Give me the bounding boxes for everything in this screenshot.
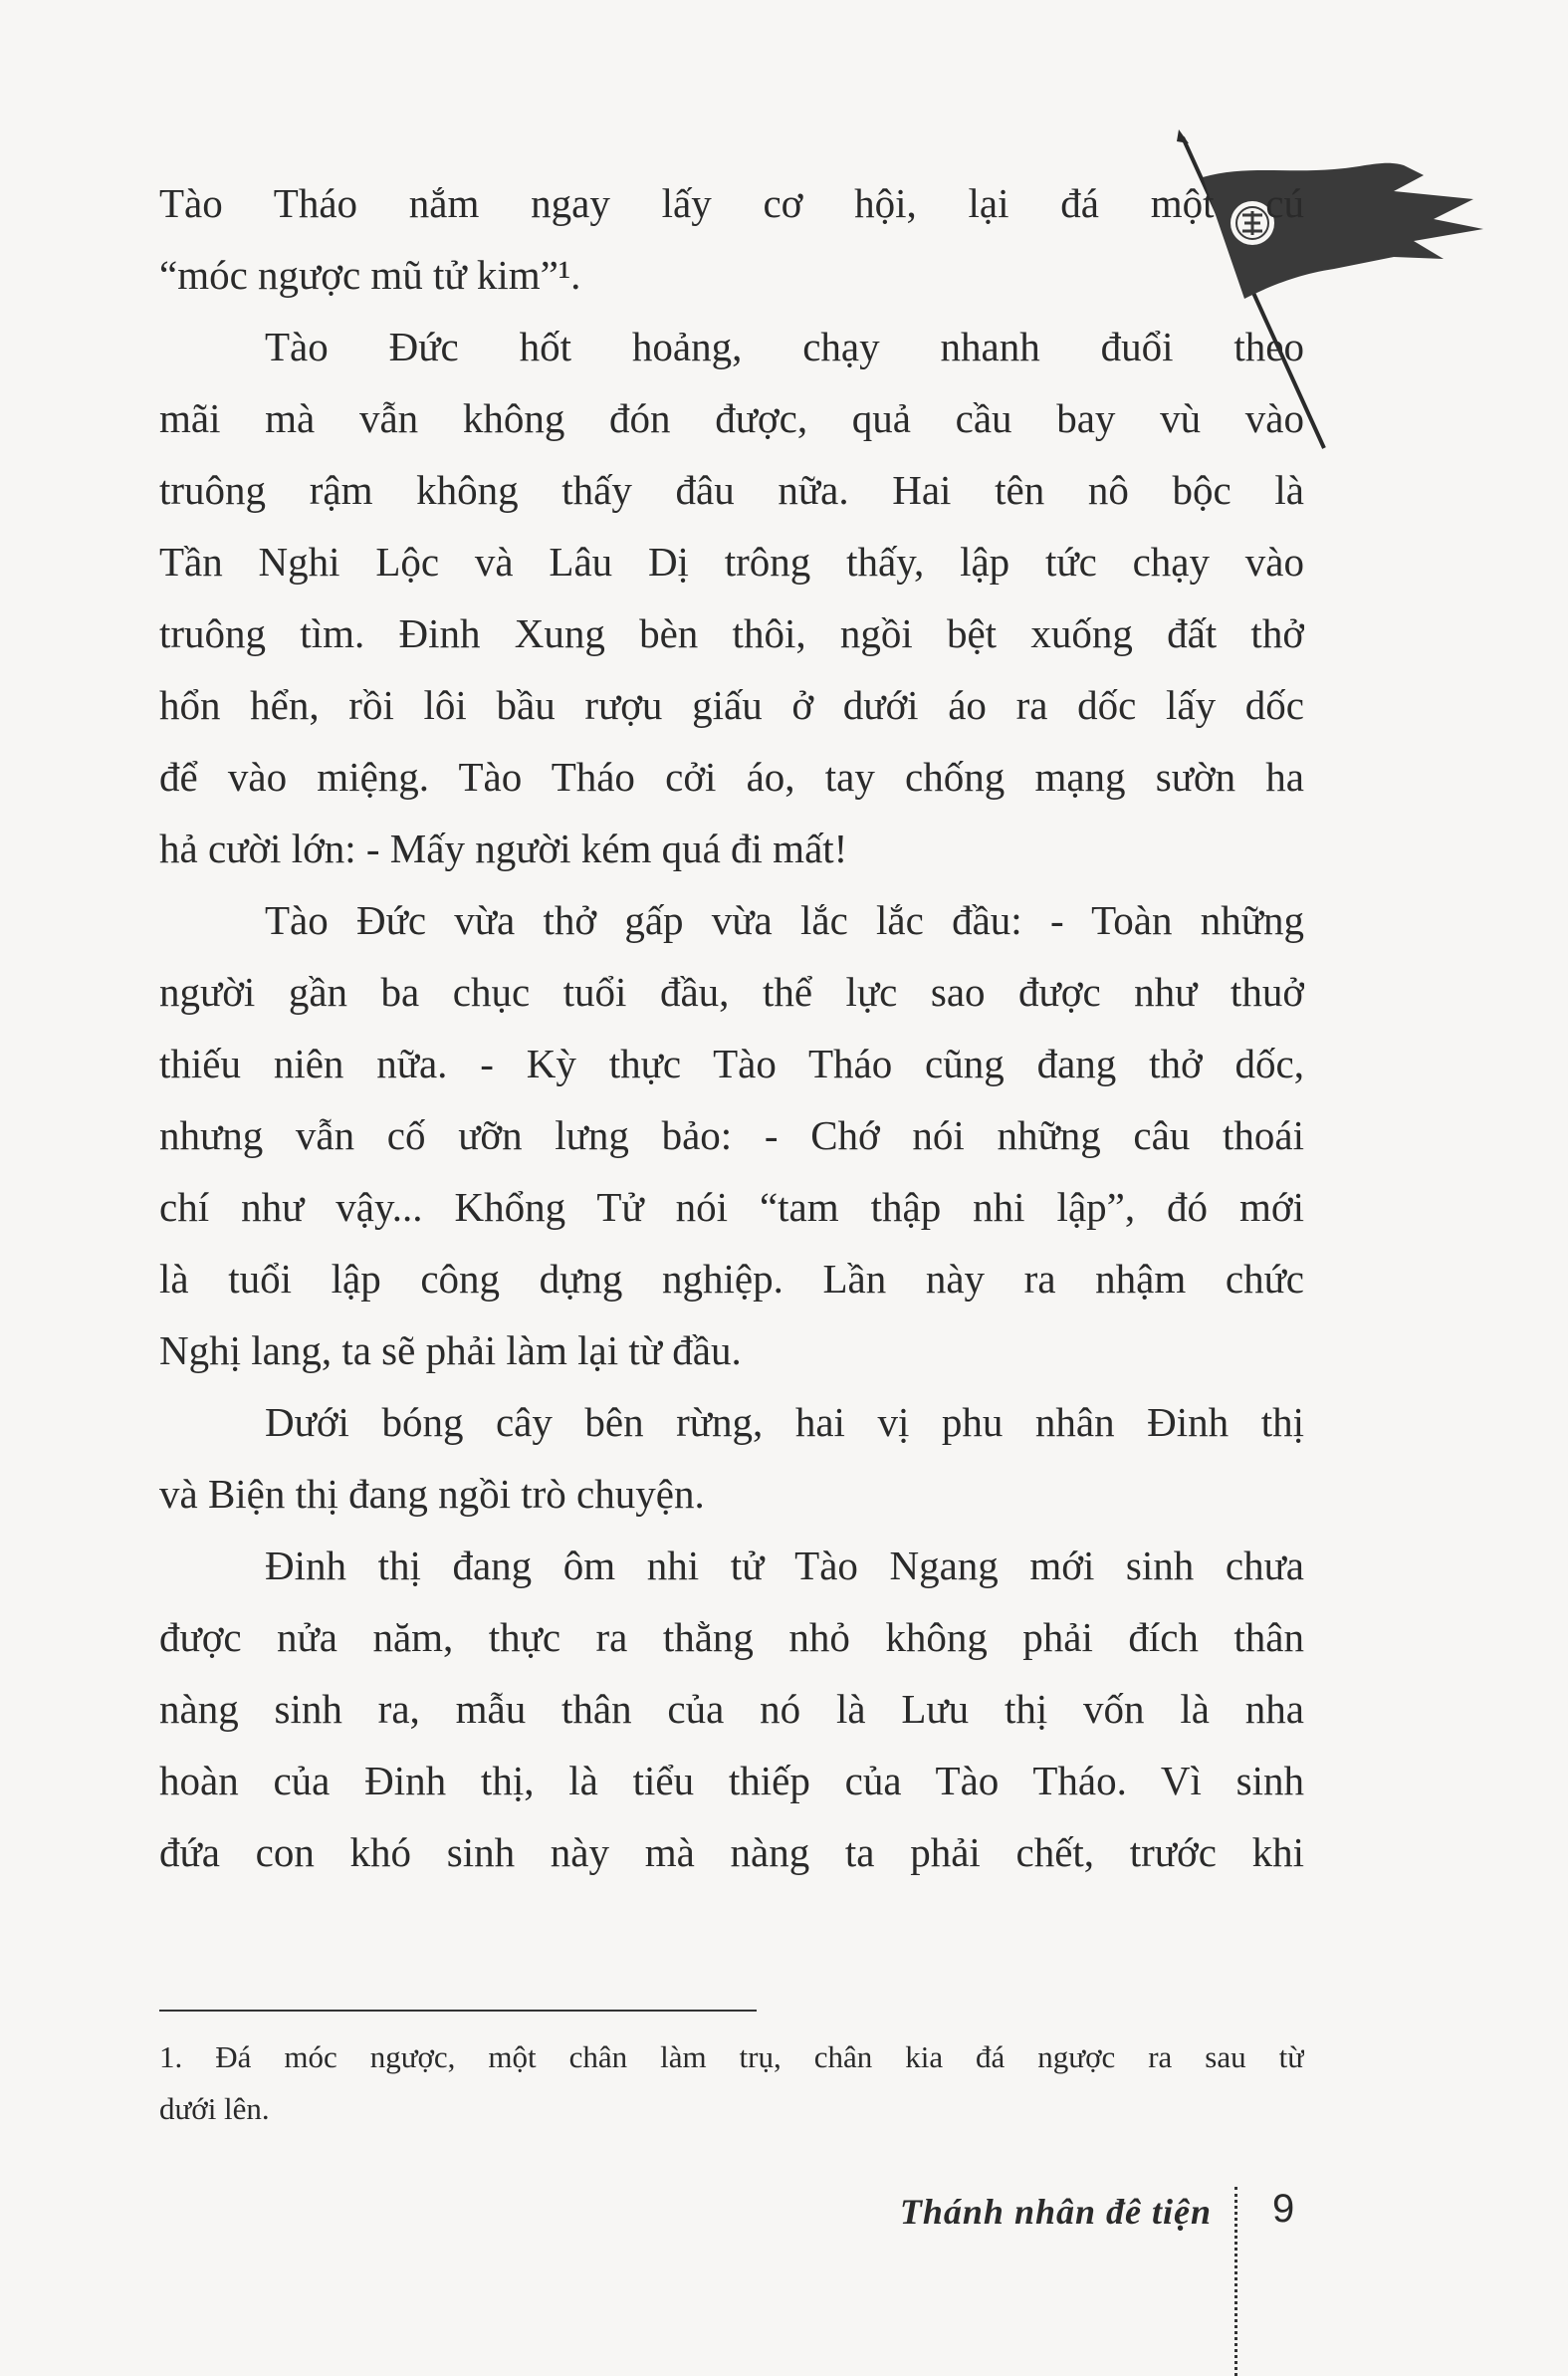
text-line: truông tìm. Đinh Xung bèn thôi, ngồi bệt xuống đất thở	[159, 610, 1304, 656]
running-title: Thánh nhân đê tiện	[899, 2192, 1212, 2232]
text-line: Dưới bóng cây bên rừng, hai vị phu nhân Đinh thị	[265, 1399, 1304, 1445]
text-line: Tần Nghi Lộc và Lâu Dị trông thấy, lập tức chạy vào	[159, 539, 1304, 585]
text-line: Tào Đức hốt hoảng, chạy nhanh đuổi theo	[265, 324, 1304, 369]
text-line: truông rậm không thấy đâu nữa. Hai tên nô bộc là	[159, 467, 1304, 513]
page-edge-divider	[1234, 2187, 1237, 2376]
text-line: Đinh thị đang ôm nhi tử Tào Ngang mới sinh chưa	[265, 1543, 1304, 1588]
text-line: người gần ba chục tuổi đầu, thể lực sao được như thuở	[159, 969, 1304, 1015]
text-line: “móc ngược mũ tử kim”¹.	[159, 252, 581, 298]
footnote-line: dưới lên.	[159, 2091, 270, 2126]
body-text	[159, 167, 1304, 1888]
footnote-line: 1. Đá móc ngược, một chân làm trụ, chân kia đá ngược ra sau từ	[159, 2039, 1304, 2074]
page-number: 9	[1272, 2187, 1295, 2231]
text-line: mãi mà vẫn không đón được, quả cầu bay vù vào	[159, 395, 1304, 441]
text-line: hổn hển, rồi lôi bầu rượu giấu ở dưới áo ra dốc lấy dốc	[159, 682, 1304, 728]
text-line: Nghị lang, ta sẽ phải làm lại từ đầu.	[159, 1327, 742, 1373]
text-line: chí như vậy... Khổng Tử nói “tam thập nhi lập”, đó mới	[159, 1184, 1304, 1230]
text-line: nhưng vẫn cố ưỡn lưng bảo: - Chớ nói những câu thoái	[159, 1112, 1304, 1158]
text-line: Tào Đức vừa thở gấp vừa lắc lắc đầu: - Toàn những	[265, 897, 1304, 943]
text-line: là tuổi lập công dựng nghiệp. Lần này ra nhậm chức	[159, 1256, 1304, 1302]
text-line: đứa con khó sinh này mà nàng ta phải chết, trước khi	[159, 1829, 1304, 1875]
text-line: hả cười lớn: - Mấy người kém quá đi mất!	[159, 826, 848, 871]
text-line: Tào Tháo nắm ngay lấy cơ hội, lại đá một cú	[159, 180, 1304, 226]
text-line: thiếu niên nữa. - Kỳ thực Tào Tháo cũng đang thở dốc,	[159, 1041, 1304, 1086]
footnote-divider	[159, 2010, 757, 2012]
text-line: để vào miệng. Tào Tháo cởi áo, tay chống mạng sườn ha	[159, 754, 1304, 800]
footnote	[159, 2031, 1304, 2135]
text-line: hoàn của Đinh thị, là tiểu thiếp của Tào Tháo. Vì sinh	[159, 1758, 1304, 1803]
text-line: và Biện thị đang ngồi trò chuyện.	[159, 1471, 705, 1517]
text-line: nàng sinh ra, mẫu thân của nó là Lưu thị vốn là nha	[159, 1686, 1304, 1732]
text-line: được nửa năm, thực ra thằng nhỏ không phải đích thân	[159, 1614, 1304, 1660]
